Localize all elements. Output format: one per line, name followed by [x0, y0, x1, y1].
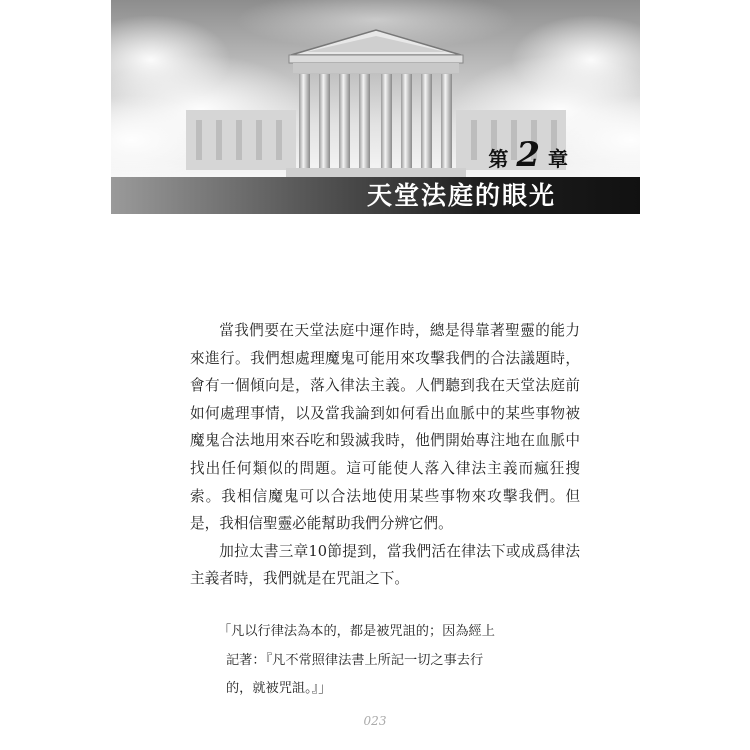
chapter-number: 2 [516, 135, 540, 175]
paragraph: 加拉太書三章10節提到，當我們活在律法下或成爲律法主義者時，我們就是在咒詛之下。 [190, 542, 580, 588]
chapter-header-image [111, 0, 640, 177]
quote-line: 「凡以行律法為本的，都是被咒詛的；因為經上 [218, 624, 495, 639]
quote-line: 記著：『凡不常照律法書上所記一切之事去行 [226, 652, 484, 668]
paragraph: 當我們要在天堂法庭中運作時，總是得靠著聖靈的能力來進行。我們想處理魔鬼可能用來攻擊我們的合法議題時，會有一個傾向是，落入律法主義。人們聽到我在天堂法庭前如何處理事情，以及當我論到如何看出血脈中的某些事物被魔鬼合法地用來吞吃和毀滅我時，他們開始專注地在血脈中找出任何類似的問題。這可能使人落入律法主義而瘋狂搜索。我相信魔鬼可以合法地使用某些事物來攻擊我們。但是，我相信聖靈必能幫助我們分辨它們。 [190, 322, 580, 533]
chapter-title: 天堂法庭的眼光 [366, 181, 556, 210]
chapter-prefix: 第 [488, 147, 509, 171]
scripture-quote [218, 618, 563, 704]
chapter-title-bar [111, 177, 640, 214]
chapter-number-label [488, 135, 568, 175]
quote-line: 的，就被咒詛。』」 [226, 681, 332, 696]
body-text [190, 317, 580, 593]
page-number: 023 [363, 714, 387, 728]
chapter-suffix: 章 [548, 147, 568, 171]
